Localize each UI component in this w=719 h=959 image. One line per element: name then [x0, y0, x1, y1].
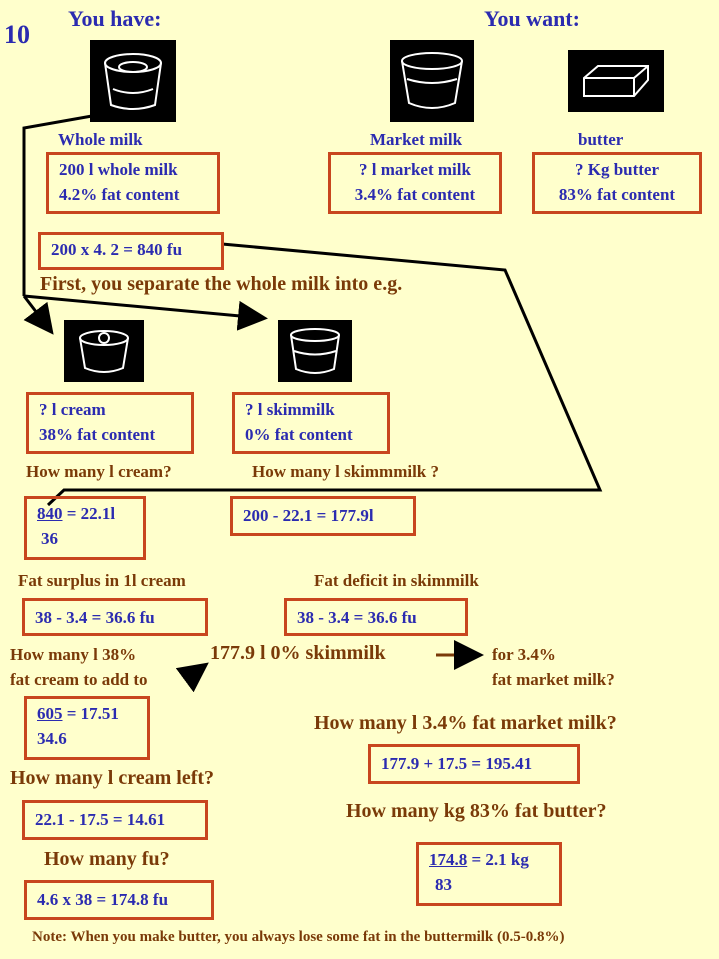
deficit-text: Fat deficit in skimmilk [314, 571, 479, 590]
skim-calc-box: 200 - 22.1 = 177.9l [230, 496, 416, 536]
skimmilk-volume: ? l skimmilk [245, 400, 335, 419]
q-fu-text: How many fu? [44, 848, 170, 870]
slide-number: 10 [4, 20, 30, 49]
add-text-line1: How many l 38% [10, 645, 137, 664]
have-header: You have: [68, 6, 162, 31]
fu-total-calc-box: 4.6 x 38 = 174.8 fu [24, 880, 214, 920]
surplus-text: Fat surplus in 1l cream [18, 571, 186, 590]
skimmilk-box [232, 392, 390, 454]
butter-label: butter [578, 130, 624, 149]
market-milk-bucket-icon [390, 40, 474, 122]
for-text-line1: for 3.4% [492, 645, 556, 664]
butter-icon [568, 50, 664, 112]
fu-calc-box: 200 x 4. 2 = 840 fu [38, 232, 224, 270]
add-calc-result: = 17.51 [62, 704, 119, 723]
market-milk-volume: ? l market milk [359, 160, 471, 179]
cream-calc-numerator: 840 [37, 504, 63, 523]
cream-fat: 38% fat content [39, 425, 156, 444]
q-left-text: How many l cream left? [10, 767, 215, 789]
arrow-to-skim-mid [185, 666, 204, 680]
market-milk-box [328, 152, 502, 214]
q-market-text: How many l 3.4% fat market milk? [314, 712, 617, 734]
skimmilk-bucket-icon [278, 320, 352, 382]
deficit-calc-box: 38 - 3.4 = 36.6 fu [284, 598, 468, 636]
whole-milk-label: Whole milk [58, 130, 143, 149]
butter-calc-denominator: 83 [435, 875, 452, 894]
separate-text: First, you separate the whole milk into e.g. [40, 273, 403, 295]
cream-calc-result: = 22.1l [62, 504, 116, 523]
butter-box [532, 152, 702, 214]
arrow-to-cream [24, 296, 50, 330]
cream-volume: ? l cream [39, 400, 106, 419]
butter-calc-box [416, 842, 562, 906]
whole-milk-fat: 4.2% fat content [59, 185, 180, 204]
arrow-to-skimmilk [24, 296, 262, 318]
q-cream-text: How many l cream? [26, 462, 172, 481]
for-text-line2: fat market milk? [492, 670, 615, 689]
left-calc-box: 22.1 - 17.5 = 14.61 [22, 800, 208, 840]
add-calc-box [24, 696, 150, 760]
q-skim-text: How many l skimmmilk ? [252, 462, 440, 481]
milk-bucket-icon [90, 40, 176, 122]
cream-calc-box [24, 496, 146, 560]
market-calc-box: 177.9 + 17.5 = 195.41 [368, 744, 580, 784]
add-calc-denominator: 34.6 [37, 729, 67, 748]
note-text: Note: When you make butter, you always lose some fat in the buttermilk (0.5-0.8%) [32, 929, 565, 945]
cream-calc-denominator: 36 [41, 529, 58, 548]
whole-milk-box [46, 152, 220, 214]
surplus-calc-box: 38 - 3.4 = 36.6 fu [22, 598, 208, 636]
butter-fat: 83% fat content [558, 185, 676, 204]
add-calc-numerator: 605 [37, 704, 63, 723]
skim-mid-text: 177.9 l 0% skimmilk [210, 642, 386, 664]
add-text-line2: fat cream to add to [10, 670, 148, 689]
butter-calc-result: = 2.1 kg [467, 850, 529, 869]
whole-milk-volume: 200 l whole milk [59, 160, 178, 179]
market-milk-fat: 3.4% fat content [354, 185, 476, 204]
market-milk-label: Market milk [370, 130, 463, 149]
skimmilk-fat: 0% fat content [245, 425, 353, 444]
butter-weight: ? Kg butter [574, 160, 660, 179]
cream-box [26, 392, 194, 454]
want-header: You want: [484, 6, 580, 31]
cream-bucket-icon [64, 320, 144, 382]
butter-calc-numerator: 174.8 [429, 850, 468, 869]
q-butter-text: How many kg 83% fat butter? [346, 800, 607, 822]
